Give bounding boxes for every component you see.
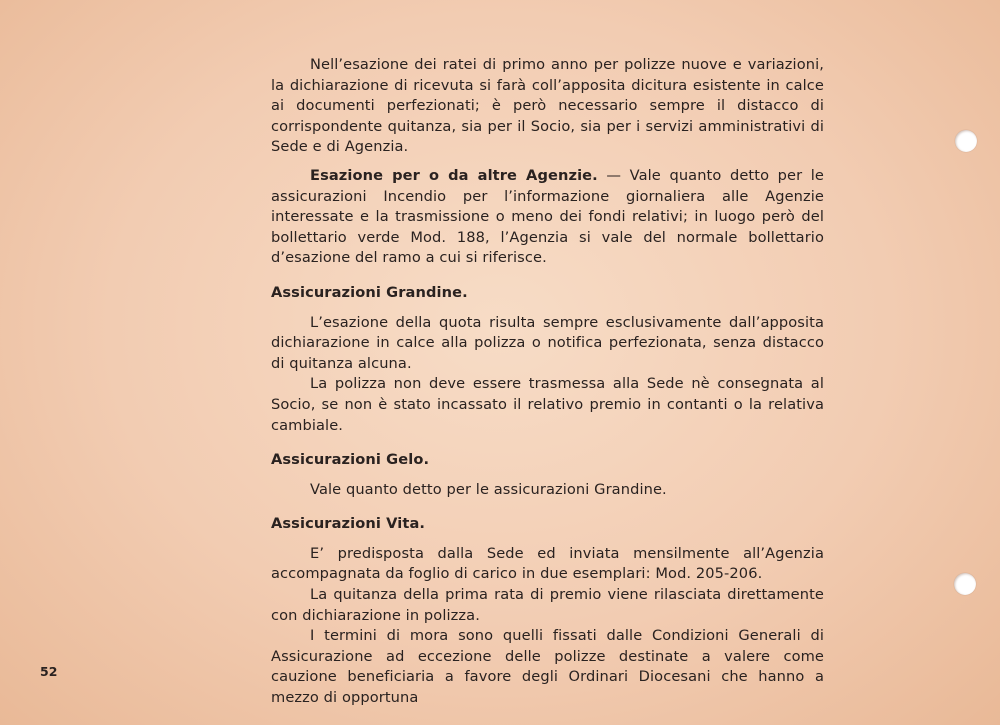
heading-assicurazioni-vita: Assicurazioni Vita. <box>271 515 426 533</box>
heading-assicurazioni-gelo: Assicurazioni Gelo. <box>271 451 430 469</box>
paragraph-esazione-ratei-text: Nell’esazione dei ratei di primo anno per polizze nuove e variazioni, la dichiarazione di ricevuta si farà coll’apposita dicitura esistente in calce ai documenti perfezionati; è però necessario sempre il distacco di corrispondente quitanza, sia per il Socio, sia per i servizi amministrativi di Sede e di Agenzia. <box>271 56 824 156</box>
section-lead-altre-agenzie: Esazione per o da altre Agenzie. <box>310 166 598 184</box>
paragraph-esazione-ratei <box>271 55 824 158</box>
page-number: 52 <box>40 664 58 679</box>
paragraph-altre-agenzie-text: — Vale quanto detto per le assicurazioni Incendio per l’informazione giornaliera alle Agenzie interessate e la trasmissione o meno dei fondi relativi; in luogo però del bollettario verde Mod. 188, l’Agenzia si vale del normale bollettario d’esazione del ramo a cui si riferisce. <box>271 166 825 267</box>
binder-hole-top <box>955 130 977 152</box>
paragraph-gelo: Vale quanto detto per le assicurazioni Grandine. <box>310 480 667 498</box>
document-page <box>271 55 824 709</box>
paragraph-grandine-esazione: L’esazione della quota risulta sempre esclusivamente dall’apposita dichiarazione in calce alla polizza o notifica perfezionata, senza distacco di quitanza alcuna. <box>271 313 824 372</box>
paragraph-grandine-polizza: La polizza non deve essere trasmessa alla Sede nè consegnata al Socio, se non è stato incassato il relativo premio in contanti o la relativa cambiale. <box>271 375 824 434</box>
paragraph-vita-quitanza: La quitanza della prima rata di premio viene rilasciata direttamente con dichiarazione in polizza. <box>271 586 824 624</box>
paragraph-altre-agenzie <box>271 166 824 269</box>
paragraph-vita-mora: I termini di mora sono quelli fissati dalle Condizioni Generali di Assicurazione ad eccezione delle polizze destinate a valere come cauzione beneficiaria a favore degli Ordinari Diocesani che hanno a mezzo di opportuna <box>271 627 824 707</box>
paragraph-vita-predisposta: E’ predisposta dalla Sede ed inviata mensilmente all’Agenzia accompagnata da foglio di carico in due esemplari: Mod. 205-206. <box>271 544 824 583</box>
heading-assicurazioni-grandine: Assicurazioni Grandine. <box>271 283 468 301</box>
binder-hole-bottom <box>954 573 976 595</box>
